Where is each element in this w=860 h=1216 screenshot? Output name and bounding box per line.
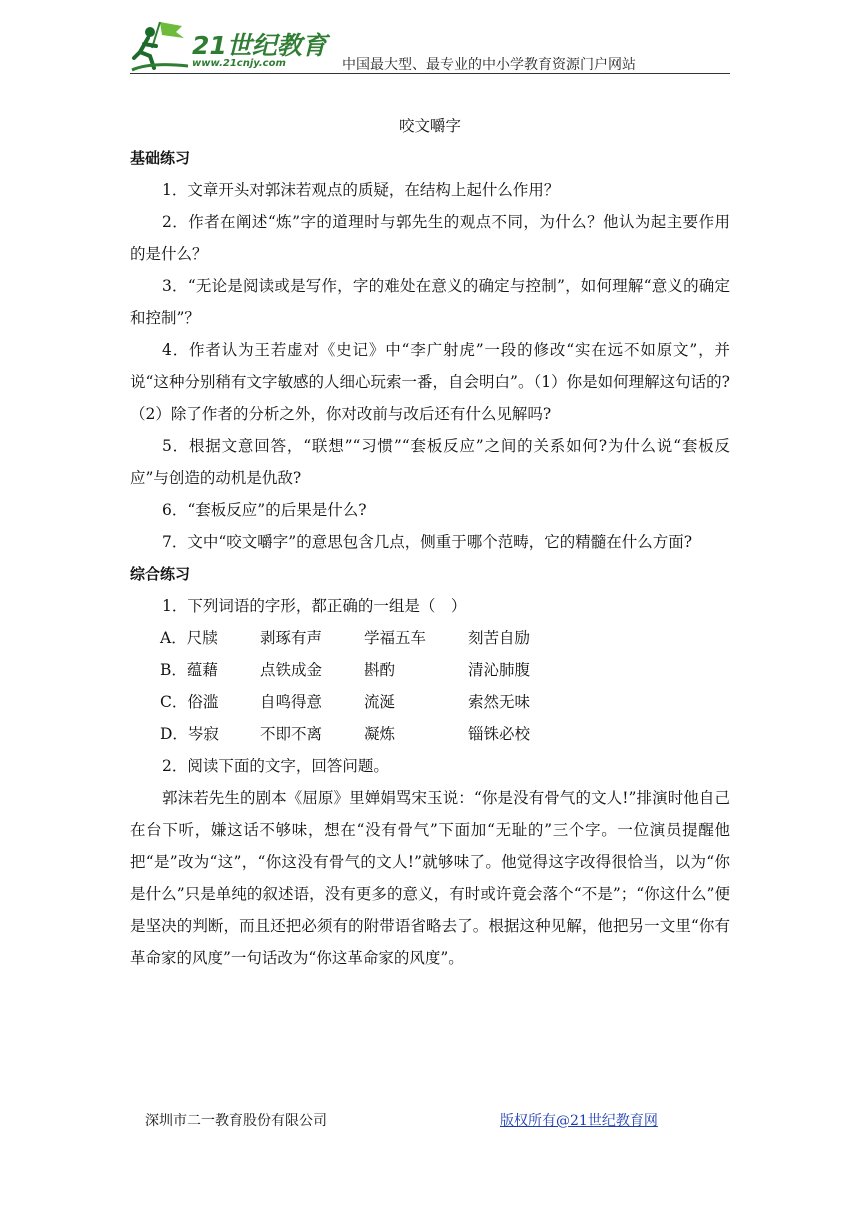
section-heading-comprehensive: 综合练习 xyxy=(130,565,191,583)
site-slogan: 中国最大型、最专业的中小学教育资源门户网站 xyxy=(342,57,636,73)
option-cell: 索然无味 xyxy=(468,693,531,711)
option-row-b xyxy=(130,654,730,686)
option-cell: 斟酌 xyxy=(364,661,396,679)
reading-passage: 郭沫若先生的剧本《屈原》里婵娟骂宋玉说：“你是没有骨气的文人!”排演时他自己在台下听，嫌这话不够味，想在“没有骨气”下面加“无耻的”三个字。一位演员提醒他把“是”改为“这”，“你这没有骨气的文人!”就够味了。他觉得这字改得很恰当，以为“你是什么”只是单纯的叙述语，没有更多的意义，有时或许竟会落个“不是”；“你这什么”便是坚决的判断，而且还把必须有的附带语省略去了。根据这种见解，他把另一文里“你有革命家的风度”一句话改为“你这革命家的风度”。 xyxy=(130,789,730,967)
logo-text: 21世纪教育 xyxy=(192,31,327,60)
footer-company: 深圳市二一教育股份有限公司 xyxy=(145,1113,327,1129)
option-cell: B．蕴藉 xyxy=(160,661,218,679)
option-cell: 锱铢必校 xyxy=(468,725,531,743)
logo-url: www.21cnjy.com xyxy=(192,58,286,69)
question-6: 6．“套板反应”的后果是什么? xyxy=(162,501,367,519)
comprehensive-question-1: 1．下列词语的字形，都正确的一组是（ ） xyxy=(162,597,467,615)
option-cell: 自鸣得意 xyxy=(260,693,323,711)
option-cell: 点铁成金 xyxy=(260,661,323,679)
site-logo[interactable] xyxy=(130,18,330,76)
question-1: 1．文章开头对郭沫若观点的质疑，在结构上起什么作用？ xyxy=(162,181,560,199)
header-divider xyxy=(130,73,730,74)
question-4: 4．作者认为王若虚对《史记》中“李广射虎”一段的修改“实在远不如原文”，并说“这种分别稍有文字敏感的人细心玩索一番，自会明白”。（1）你是如何理解这句话的?（2）除了作者的分析之外，你对改前与改后还有什么见解吗? xyxy=(130,341,730,423)
page-header xyxy=(130,18,730,76)
option-row-c xyxy=(130,686,730,718)
option-cell: A．尺牍 xyxy=(160,629,218,647)
option-row-d xyxy=(130,718,730,750)
question-2: 2．作者在阐述“炼”字的道理时与郭先生的观点不同，为什么？他认为起主要作用的是什么？ xyxy=(130,213,730,263)
option-cell: 学福五车 xyxy=(364,629,427,647)
option-cell: D．岑寂 xyxy=(160,725,219,743)
option-cell: 流涎 xyxy=(364,693,396,711)
question-7: 7．文中“咬文嚼字”的意思包含几点，侧重于哪个范畴，它的精髓在什么方面? xyxy=(162,533,693,551)
document-body xyxy=(130,110,730,974)
footer-copyright-link[interactable]: 版权所有@21世纪教育网 xyxy=(500,1113,658,1129)
option-cell: 凝炼 xyxy=(364,725,396,743)
option-cell: C．俗滥 xyxy=(160,693,219,711)
section-heading-basic: 基础练习 xyxy=(130,149,191,167)
page-title: 咬文嚼字 xyxy=(398,117,461,135)
question-5: 5．根据文意回答，“联想”“习惯”“套板反应”之间的关系如何?为什么说“套板反应”与创造的动机是仇敌? xyxy=(130,437,730,487)
option-cell: 剥琢有声 xyxy=(260,629,323,647)
option-cell: 清沁肺腹 xyxy=(468,661,531,679)
option-cell: 刻苦自励 xyxy=(468,629,531,647)
running-figure-with-flag-icon xyxy=(130,18,192,76)
question-3: 3．“无论是阅读或是写作，字的难处在意义的确定与控制”，如何理解“意义的确定和控制”？ xyxy=(130,277,730,327)
option-cell: 不即不离 xyxy=(260,725,323,743)
option-row-a xyxy=(130,622,730,654)
comprehensive-question-2: 2．阅读下面的文字，回答问题。 xyxy=(162,757,389,775)
